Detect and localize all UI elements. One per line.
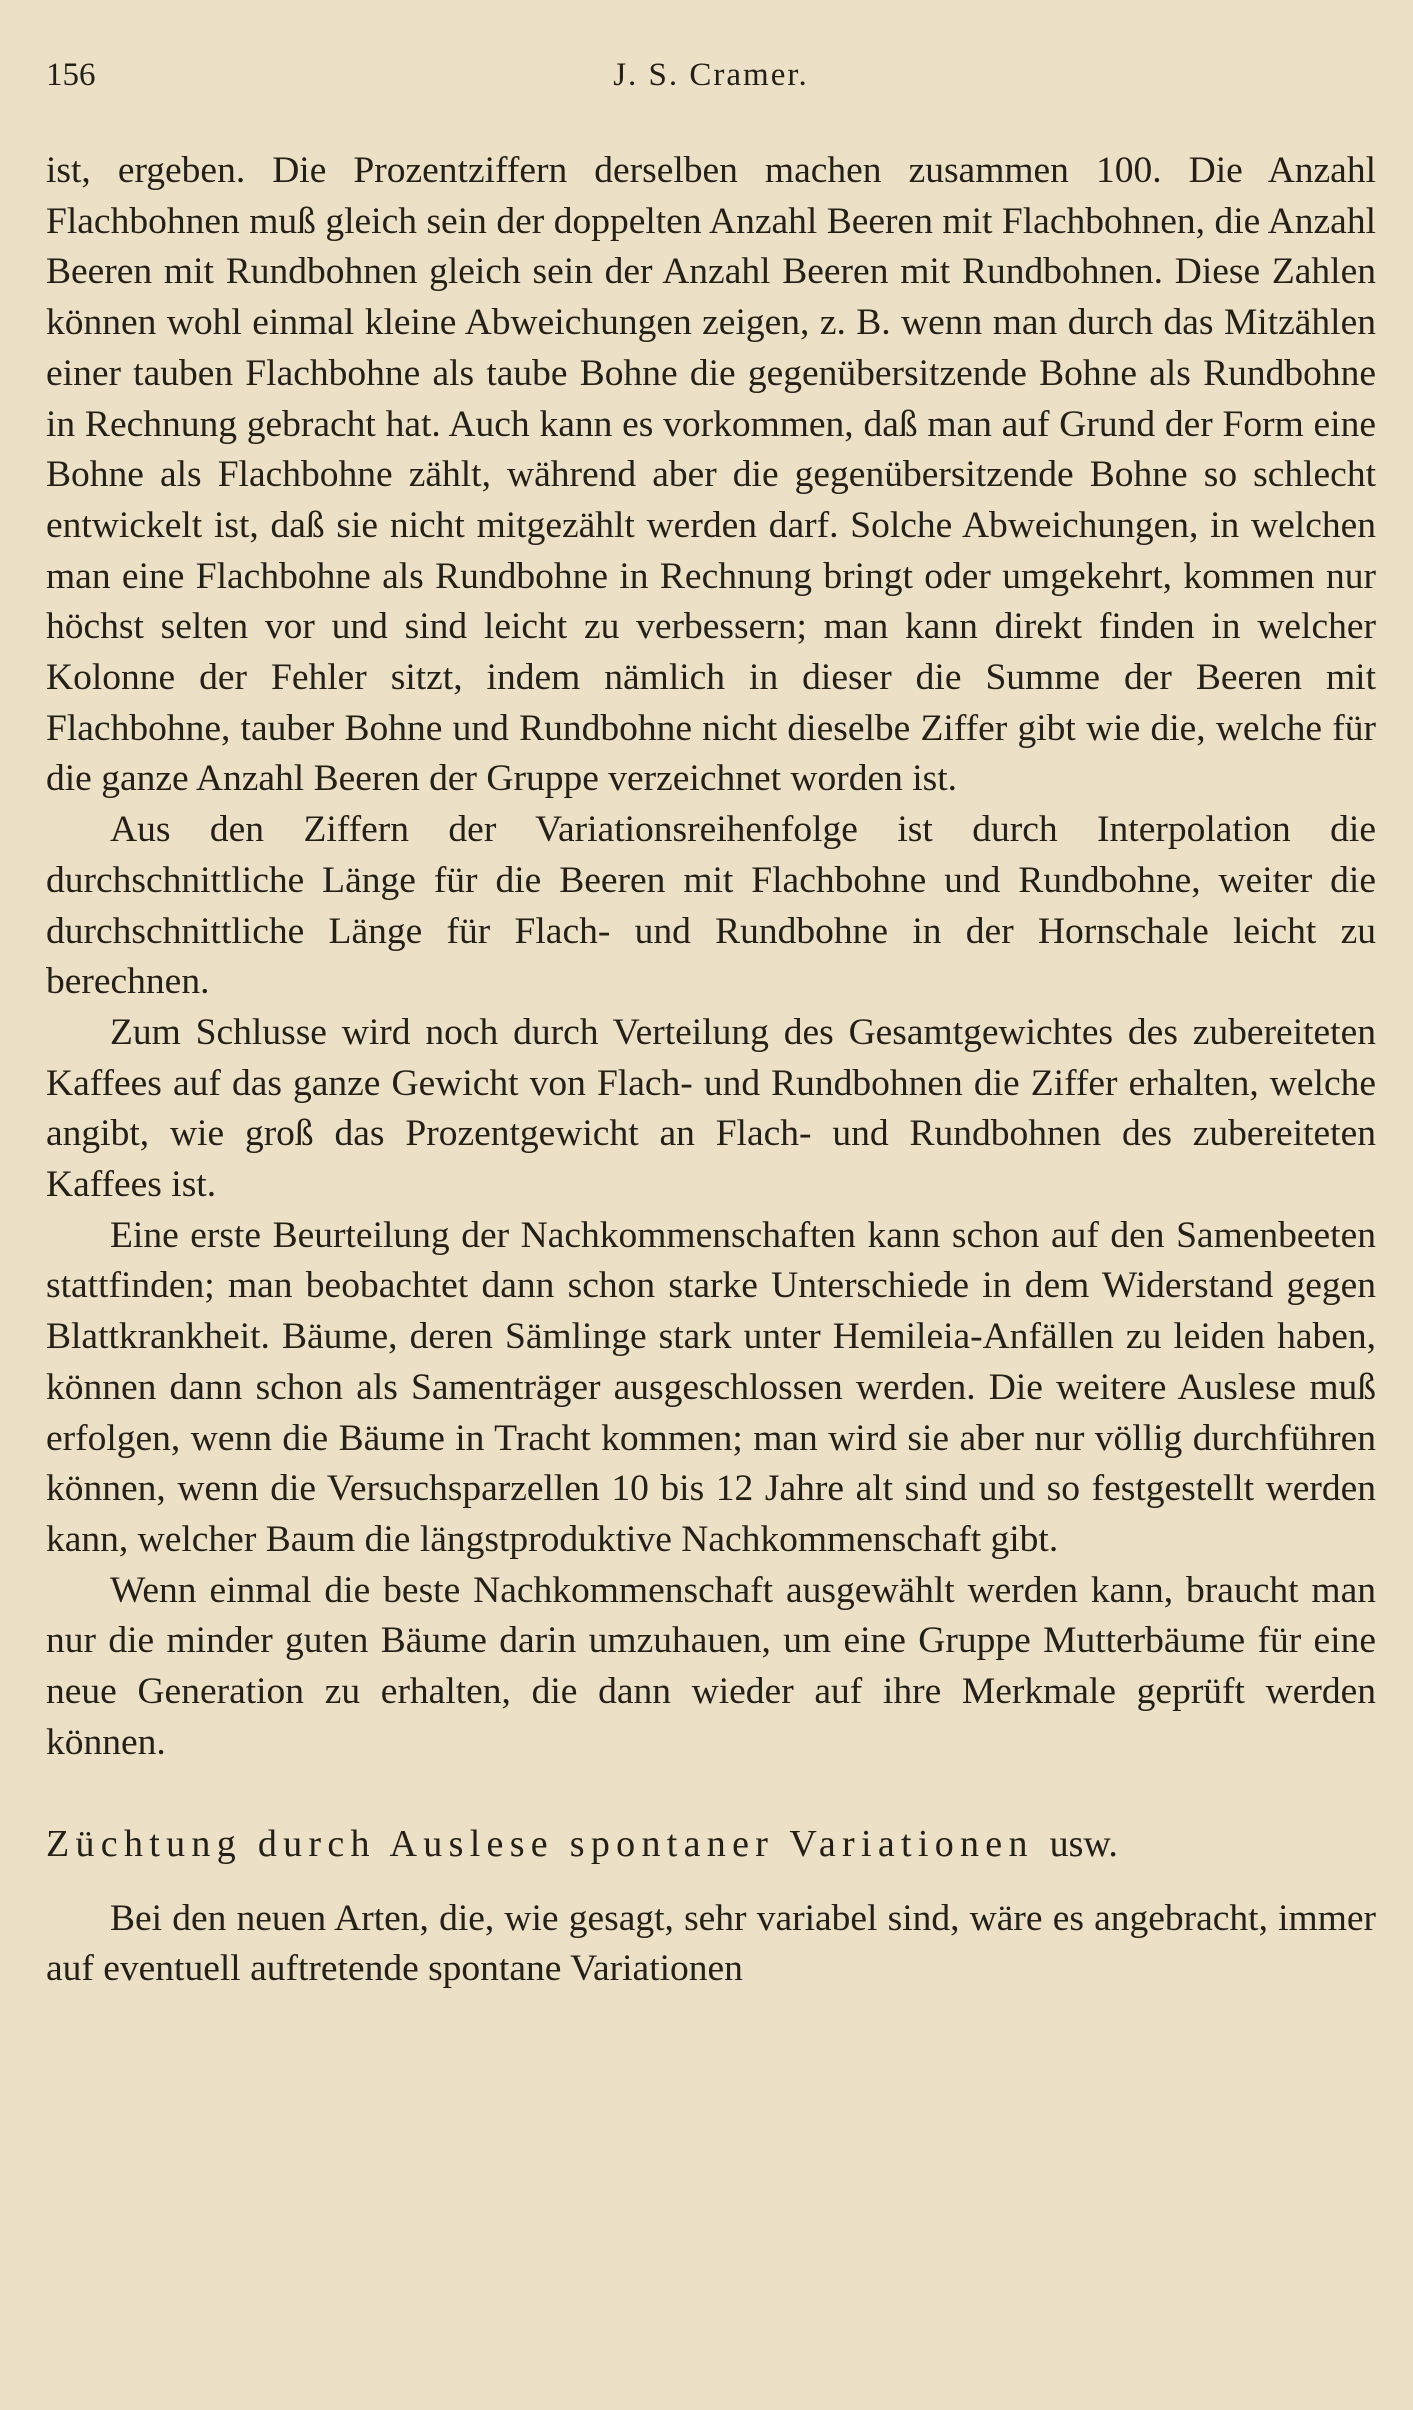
page-header: [46, 55, 1376, 95]
book-page: [46, 55, 1376, 1995]
paragraph-continued: ist, ergeben. Die Prozentziffern derselben machen zusammen 100. Die Anzahl Flachbohnen muß gleich sein der doppelten Anzahl Beeren mit Flachbohnen, die Anzahl Beeren mit Rundbohnen gleich sein der Anzahl Beeren mit Rundbohnen. Diese Zahlen können wohl einmal kleine Abweichungen zeigen, z. B. wenn man durch das Mitzählen einer tauben Flachbohne als taube Bohne die gegenübersitzende Bohne als Rundbohne in Rechnung gebracht hat. Auch kann es vorkommen, daß man auf Grund der Form eine Bohne als Flachbohne zählt, während aber die gegenübersitzende Bohne so schlecht entwickelt ist, daß sie nicht mitgezählt werden darf. Solche Abweichungen, in welchen man eine Flachbohne als Rundbohne in Rechnung bringt oder umgekehrt, kommen nur höchst selten vor und sind leicht zu verbessern; man kann direkt finden in welcher Kolonne der Fehler sitzt, indem nämlich in dieser die Summe der Beeren mit Flachbohne, tauber Bohne und Rundbohne nicht dieselbe Ziffer gibt wie die, welche für die ganze Anzahl Beeren der Gruppe verzeichnet worden ist.: [46, 150, 1376, 800]
section-paragraph: Bei den neuen Arten, die, wie gesagt, sehr variabel sind, wäre es angebracht, immer auf eventuell auftretende spontane Variationen: [46, 1897, 1376, 1990]
paragraph: Eine erste Beurteilung der Nachkommenschaften kann schon auf den Samenbeeten stattfinden; man beobachtet dann schon starke Unterschiede in dem Widerstand gegen Blattkrankheit. Bäume, deren Sämlinge stark unter Hemileia-Anfällen zu leiden haben, können dann schon als Samenträger ausgeschlossen werden. Die weitere Auslese muß erfolgen, wenn die Bäume in Tracht kommen; man wird sie aber nur völlig durchführen können, wenn die Versuchsparzellen 10 bis 12 Jahre alt sind und so festgestellt werden kann, welcher Baum die längstproduktive Nachkommenschaft gibt.: [46, 1214, 1376, 1560]
body-text: [46, 146, 1376, 1995]
section-heading-suffix: usw.: [1049, 1822, 1118, 1865]
section-heading-title: Züchtung durch Auslese spontaner Variationen: [46, 1822, 1034, 1865]
paragraph: Aus den Ziffern der Variationsreihenfolge ist durch Interpolation die durchschnittliche Länge für die Beeren mit Flachbohne und Rundbohne, weiter die durchschnittliche Länge für Flach- und Rundbohne in der Hornschale leicht zu berechnen.: [46, 809, 1376, 1003]
running-head: J. S. Cramer.: [613, 57, 809, 93]
paragraph: Wenn einmal die beste Nachkommenschaft ausgewählt werden kann, braucht man nur die minder guten Bäume darin umzuhauen, um eine Gruppe Mutterbäume für eine neue Generation zu erhalten, die dann wieder auf ihre Merkmale geprüft werden können.: [46, 1569, 1376, 1763]
page-number: 156: [46, 57, 96, 93]
section-heading: [46, 1819, 1376, 1869]
paragraph: Zum Schlusse wird noch durch Verteilung des Gesamtgewichtes des zubereiteten Kaffees auf das ganze Gewicht von Flach- und Rundbohnen die Ziffer erhalten, welche angibt, wie groß das Prozentgewicht an Flach- und Rundbohnen des zubereiteten Kaffees ist.: [46, 1011, 1376, 1206]
